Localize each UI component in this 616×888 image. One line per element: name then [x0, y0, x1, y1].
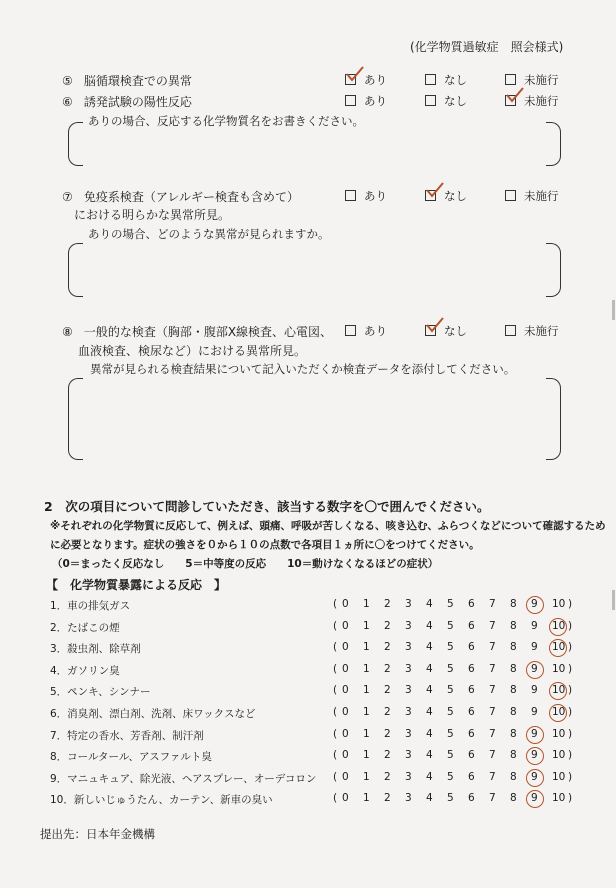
scale-option-9[interactable]: 9	[531, 598, 538, 610]
item-8-option-not-done[interactable]	[505, 323, 559, 339]
scale-option-10[interactable]: 10	[552, 663, 566, 675]
scale-option-1[interactable]: 1	[363, 749, 370, 761]
scale-option-4[interactable]: 4	[426, 598, 433, 610]
scale-option-2[interactable]: 2	[384, 598, 391, 610]
option-yes-label: あり	[364, 189, 387, 203]
page-edge-line	[612, 300, 615, 320]
scale-option-0[interactable]: 0	[342, 706, 349, 718]
scale-option-1[interactable]: 1	[363, 620, 370, 632]
scale-option-9[interactable]: 9	[531, 641, 538, 653]
scale-close-paren: )	[568, 598, 573, 610]
scale-close-paren: )	[568, 620, 573, 632]
scale-option-2[interactable]: 2	[384, 706, 391, 718]
item-6-label	[62, 93, 192, 110]
item-6-answer-bracket-right	[546, 122, 561, 166]
item-6-answer-bracket-left	[68, 122, 83, 166]
scale-option-8[interactable]: 8	[510, 641, 517, 653]
scale-option-3[interactable]: 3	[405, 684, 412, 696]
scale-option-9[interactable]: 9	[531, 728, 538, 740]
item-6-text: 誘発試験の陽性反応	[83, 95, 192, 109]
scale-option-0[interactable]: 0	[342, 771, 349, 783]
scale-option-7[interactable]: 7	[489, 771, 496, 783]
reaction-row-label: 2．たばこの煙	[50, 622, 120, 634]
scale-option-8[interactable]: 8	[510, 663, 517, 675]
section-title: 【 化学物質暴露による反応 】	[46, 578, 227, 592]
selected-circle-mark	[526, 596, 544, 614]
scale-option-10[interactable]: 10	[552, 749, 566, 761]
selected-circle-mark	[549, 639, 567, 657]
scale-open-paren: (	[333, 749, 338, 761]
scale-option-9[interactable]: 9	[531, 771, 538, 783]
item-7-option-yes[interactable]	[345, 188, 387, 204]
scale-option-4[interactable]: 4	[426, 749, 433, 761]
scale-option-4[interactable]: 4	[426, 792, 433, 804]
scale-option-1[interactable]: 1	[363, 641, 370, 653]
question-2-note-line-1: ※それぞれの化学物質に反応して、例えば、頭痛、呼吸が苦しくなる、咳き込む、ふらつくなどについて確認するため	[50, 520, 606, 532]
scale-option-9[interactable]: 9	[531, 706, 538, 718]
selected-circle-mark	[549, 618, 567, 636]
option-yes-label: あり	[364, 73, 387, 87]
scale-open-paren: (	[333, 684, 338, 696]
item-7-answer-bracket-left	[68, 243, 83, 297]
scale-option-2[interactable]: 2	[384, 641, 391, 653]
item-6-note: ありの場合、反応する化学物質名をお書きください。	[88, 114, 364, 128]
scale-option-2[interactable]: 2	[384, 792, 391, 804]
check-mark-icon	[345, 66, 365, 82]
selected-circle-mark	[526, 769, 544, 787]
reaction-row-label: 8．コールタール、アスファルト臭	[50, 751, 212, 763]
checkbox-not-done[interactable]	[505, 95, 516, 106]
item-8-note: 異常が見られる検査結果について記入いただくか検査データを添付してください。	[90, 362, 516, 376]
check-mark-icon	[505, 87, 525, 103]
scale-option-9[interactable]: 9	[531, 684, 538, 696]
scale-option-5[interactable]: 5	[447, 706, 454, 718]
scale-option-2[interactable]: 2	[384, 684, 391, 696]
scale-open-paren: (	[333, 771, 338, 783]
scale-option-8[interactable]: 8	[510, 792, 517, 804]
scale-option-7[interactable]: 7	[489, 706, 496, 718]
page-edge-line	[612, 590, 615, 610]
scale-option-0[interactable]: 0	[342, 684, 349, 696]
question-2-title: 2 次の項目について問診していただき、該当する数字を〇で囲んでください。	[44, 499, 490, 514]
scale-option-2[interactable]: 2	[384, 663, 391, 675]
scale-option-5[interactable]: 5	[447, 684, 454, 696]
scale-option-5[interactable]: 5	[447, 792, 454, 804]
scale-option-3[interactable]: 3	[405, 598, 412, 610]
scale-option-0[interactable]: 0	[342, 749, 349, 761]
item-6-number: ⑥	[62, 95, 73, 109]
item-8-label	[62, 323, 332, 340]
scale-option-3[interactable]: 3	[405, 792, 412, 804]
option-no-label: なし	[444, 94, 467, 108]
scale-close-paren: )	[568, 749, 573, 761]
scale-option-6[interactable]: 6	[468, 749, 475, 761]
scale-option-10[interactable]: 10	[552, 771, 566, 783]
checkbox-yes[interactable]	[345, 190, 356, 201]
scale-option-9[interactable]: 9	[531, 749, 538, 761]
scale-option-5[interactable]: 5	[447, 620, 454, 632]
selected-circle-mark	[526, 747, 544, 765]
scale-open-paren: (	[333, 598, 338, 610]
scale-open-paren: (	[333, 706, 338, 718]
scale-option-1[interactable]: 1	[363, 728, 370, 740]
reaction-row-label: 10．新しいじゅうたん、カーテン、新車の臭い	[50, 794, 273, 806]
option-not-done-label: 未施行	[524, 73, 559, 87]
scale-option-4[interactable]: 4	[426, 663, 433, 675]
scale-open-paren: (	[333, 641, 338, 653]
scale-option-7[interactable]: 7	[489, 792, 496, 804]
checkbox-not-done[interactable]	[505, 74, 516, 85]
scale-option-8[interactable]: 8	[510, 749, 517, 761]
scale-option-6[interactable]: 6	[468, 620, 475, 632]
option-yes-label: あり	[364, 94, 387, 108]
scale-option-1[interactable]: 1	[363, 598, 370, 610]
scale-option-10[interactable]: 10	[552, 620, 566, 632]
scale-close-paren: )	[568, 771, 573, 783]
item-7-option-no[interactable]	[425, 188, 467, 204]
scale-option-9[interactable]: 9	[531, 663, 538, 675]
item-7-answer-bracket-right	[546, 243, 561, 297]
scale-option-10[interactable]: 10	[552, 706, 566, 718]
scale-close-paren: )	[568, 792, 573, 804]
scale-option-3[interactable]: 3	[405, 641, 412, 653]
scale-option-6[interactable]: 6	[468, 771, 475, 783]
scale-option-6[interactable]: 6	[468, 641, 475, 653]
scale-option-10[interactable]: 10	[552, 684, 566, 696]
checkbox-yes[interactable]	[345, 74, 356, 85]
scale-option-5[interactable]: 5	[447, 749, 454, 761]
scale-close-paren: )	[568, 641, 573, 653]
item-7-note: ありの場合、どのような異常が見られますか。	[88, 227, 330, 241]
scale-option-7[interactable]: 7	[489, 620, 496, 632]
item-8-answer-bracket-left	[68, 378, 83, 460]
scale-option-6[interactable]: 6	[468, 792, 475, 804]
selected-circle-mark	[526, 661, 544, 679]
scale-option-1[interactable]: 1	[363, 663, 370, 675]
scale-option-6[interactable]: 6	[468, 684, 475, 696]
scale-close-paren: )	[568, 728, 573, 740]
item-5-option-no[interactable]	[425, 72, 467, 88]
reaction-row-label: 6．消臭剤、漂白剤、洗剤、床ワックスなど	[50, 708, 256, 720]
scale-open-paren: (	[333, 663, 338, 675]
scale-close-paren: )	[568, 663, 573, 675]
item-7-option-not-done[interactable]	[505, 188, 559, 204]
checkbox-no[interactable]	[425, 74, 436, 85]
item-8-number: ⑧	[62, 325, 73, 339]
item-7-text: 免疫系検査（アレルギー検査も含めて）	[83, 190, 300, 204]
scale-option-1[interactable]: 1	[363, 706, 370, 718]
scale-option-8[interactable]: 8	[510, 706, 517, 718]
checkbox-no[interactable]	[425, 95, 436, 106]
form-style-title: (化学物質過敏症 照会様式)	[410, 40, 564, 54]
reaction-row-label: 7．特定の香水、芳香剤、制汗剤	[50, 730, 204, 742]
scale-option-8[interactable]: 8	[510, 598, 517, 610]
scale-option-2[interactable]: 2	[384, 728, 391, 740]
scale-option-7[interactable]: 7	[489, 663, 496, 675]
option-no-label: なし	[444, 189, 467, 203]
scale-option-4[interactable]: 4	[426, 706, 433, 718]
scale-option-10[interactable]: 10	[552, 641, 566, 653]
scale-option-3[interactable]: 3	[405, 620, 412, 632]
item-5-number: ⑤	[62, 74, 73, 88]
item-6-option-not-done[interactable]	[505, 93, 559, 109]
scale-option-3[interactable]: 3	[405, 663, 412, 675]
item-8-label-cont: 血液検査、検尿など）における異常所見。	[78, 344, 307, 358]
scale-option-10[interactable]: 10	[552, 728, 566, 740]
scale-open-paren: (	[333, 792, 338, 804]
selected-circle-mark	[526, 726, 544, 744]
scale-option-10[interactable]: 10	[552, 792, 566, 804]
scale-option-1[interactable]: 1	[363, 792, 370, 804]
option-no-label: なし	[444, 324, 467, 338]
scale-option-6[interactable]: 6	[468, 706, 475, 718]
reaction-row-label: 1．車の排気ガス	[50, 600, 131, 612]
scale-option-6[interactable]: 6	[468, 598, 475, 610]
item-8-answer-bracket-right	[546, 378, 561, 460]
scale-option-8[interactable]: 8	[510, 771, 517, 783]
scale-open-paren: (	[333, 620, 338, 632]
scale-option-4[interactable]: 4	[426, 771, 433, 783]
checkbox-no[interactable]	[425, 190, 436, 201]
option-not-done-label: 未施行	[524, 94, 559, 108]
scale-option-6[interactable]: 6	[468, 663, 475, 675]
reaction-row-label: 4．ガソリン臭	[50, 665, 120, 677]
item-7-number: ⑦	[62, 190, 73, 204]
submit-to: 提出先：日本年金機構	[40, 827, 155, 841]
checkbox-not-done[interactable]	[505, 325, 516, 336]
item-5-option-yes[interactable]	[345, 72, 387, 88]
item-7-label	[62, 188, 299, 205]
scale-option-8[interactable]: 8	[510, 728, 517, 740]
scale-legend: （0＝まったく反応なし 5＝中等度の反応 10＝動けなくなるほどの症状）	[52, 558, 439, 570]
reaction-row-label: 5．ペンキ、シンナー	[50, 686, 151, 698]
scale-option-3[interactable]: 3	[405, 771, 412, 783]
scale-option-5[interactable]: 5	[447, 728, 454, 740]
scale-open-paren: (	[333, 728, 338, 740]
scale-option-3[interactable]: 3	[405, 728, 412, 740]
scale-option-2[interactable]: 2	[384, 749, 391, 761]
scale-option-4[interactable]: 4	[426, 728, 433, 740]
scale-option-3[interactable]: 3	[405, 706, 412, 718]
scale-option-5[interactable]: 5	[447, 663, 454, 675]
scale-option-0[interactable]: 0	[342, 598, 349, 610]
scale-option-5[interactable]: 5	[447, 598, 454, 610]
selected-circle-mark	[526, 790, 544, 808]
scale-option-4[interactable]: 4	[426, 684, 433, 696]
scale-option-6[interactable]: 6	[468, 728, 475, 740]
scale-option-7[interactable]: 7	[489, 641, 496, 653]
item-6-option-yes[interactable]	[345, 93, 387, 109]
item-8-option-yes[interactable]	[345, 323, 387, 339]
scale-option-7[interactable]: 7	[489, 598, 496, 610]
scale-option-7[interactable]: 7	[489, 749, 496, 761]
scale-option-8[interactable]: 8	[510, 684, 517, 696]
question-2-note-line-2: に必要となります。症状の強さを０から１０の点数で各項目１ヵ所に〇をつけてください。	[50, 539, 480, 551]
scale-option-3[interactable]: 3	[405, 749, 412, 761]
scale-option-9[interactable]: 9	[531, 620, 538, 632]
scale-option-5[interactable]: 5	[447, 641, 454, 653]
scale-option-0[interactable]: 0	[342, 620, 349, 632]
scale-option-5[interactable]: 5	[447, 771, 454, 783]
scale-option-2[interactable]: 2	[384, 771, 391, 783]
checkbox-no[interactable]	[425, 325, 436, 336]
scale-option-4[interactable]: 4	[426, 641, 433, 653]
item-8-text: 一般的な検査（胸部・腹部X線検査、心電図、	[83, 325, 333, 339]
item-6-option-no[interactable]	[425, 93, 467, 109]
option-no-label: なし	[444, 73, 467, 87]
scale-option-10[interactable]: 10	[552, 598, 566, 610]
scale-option-0[interactable]: 0	[342, 663, 349, 675]
item-5-text: 脳循環検査での異常	[83, 74, 192, 88]
scale-option-4[interactable]: 4	[426, 620, 433, 632]
item-8-option-no[interactable]	[425, 323, 467, 339]
scale-option-0[interactable]: 0	[342, 792, 349, 804]
reaction-row-label: 3．殺虫剤、除草剤	[50, 643, 141, 655]
item-7-label-cont: における明らかな異常所見。	[74, 208, 231, 222]
scale-option-1[interactable]: 1	[363, 771, 370, 783]
reaction-row-label: 9．マニュキュア、除光液、ヘアスプレー、オーデコロン	[50, 773, 317, 785]
scale-close-paren: )	[568, 684, 573, 696]
option-yes-label: あり	[364, 324, 387, 338]
selected-circle-mark	[549, 704, 567, 722]
check-mark-icon	[425, 317, 445, 333]
scale-close-paren: )	[568, 706, 573, 718]
scale-option-2[interactable]: 2	[384, 620, 391, 632]
selected-circle-mark	[549, 682, 567, 700]
item-5-option-not-done[interactable]	[505, 72, 559, 88]
check-mark-icon	[425, 182, 445, 198]
scale-option-1[interactable]: 1	[363, 684, 370, 696]
scale-option-8[interactable]: 8	[510, 620, 517, 632]
checkbox-yes[interactable]	[345, 325, 356, 336]
item-5-label	[62, 72, 192, 89]
scale-option-0[interactable]: 0	[342, 728, 349, 740]
option-not-done-label: 未施行	[524, 324, 559, 338]
scale-option-0[interactable]: 0	[342, 641, 349, 653]
scale-option-7[interactable]: 7	[489, 728, 496, 740]
option-not-done-label: 未施行	[524, 189, 559, 203]
checkbox-yes[interactable]	[345, 95, 356, 106]
scale-option-9[interactable]: 9	[531, 792, 538, 804]
checkbox-not-done[interactable]	[505, 190, 516, 201]
scale-option-7[interactable]: 7	[489, 684, 496, 696]
